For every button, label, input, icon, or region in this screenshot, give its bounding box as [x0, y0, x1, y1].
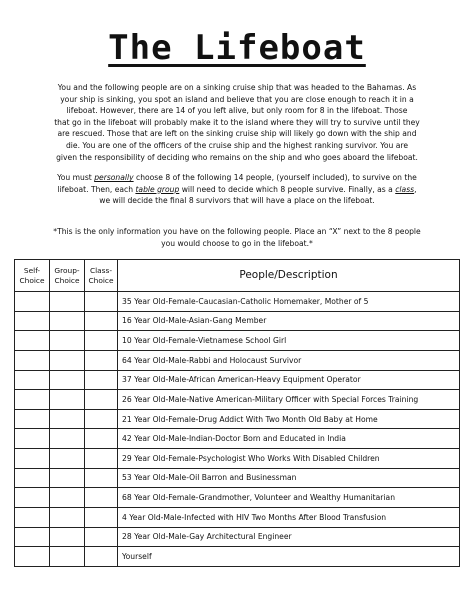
intro-line: die. You are one of the officers of the cruise ship and the highest ranking survivor. You are — [65, 140, 409, 150]
group-choice-box[interactable] — [50, 488, 85, 508]
group-choice-box[interactable] — [50, 468, 85, 488]
text-run: choose 8 of the following 14 people, (yourself included), to survive on the — [133, 173, 417, 183]
header-self-label: Self- Choice — [19, 266, 45, 285]
class-choice-box[interactable] — [85, 311, 118, 331]
table-row — [15, 311, 460, 331]
table-row — [15, 350, 460, 370]
self-choice-box[interactable] — [15, 331, 50, 351]
table-row — [15, 507, 460, 527]
emphasis-class: class — [395, 184, 415, 194]
class-choice-box[interactable] — [85, 527, 118, 547]
table-row — [15, 390, 460, 410]
table-row — [15, 370, 460, 390]
self-choice-box[interactable] — [15, 547, 50, 567]
table-row — [15, 468, 460, 488]
group-choice-box[interactable] — [50, 547, 85, 567]
intro-line — [26, 172, 448, 184]
table-row — [15, 488, 460, 508]
page-title-text: The Lifeboat — [108, 28, 366, 68]
class-choice-box[interactable] — [85, 488, 118, 508]
class-choice-box[interactable] — [85, 468, 118, 488]
group-choice-box[interactable] — [50, 507, 85, 527]
group-choice-box[interactable] — [50, 350, 85, 370]
class-choice-box[interactable] — [85, 547, 118, 567]
group-choice-box[interactable] — [50, 449, 85, 469]
group-choice-box[interactable] — [50, 311, 85, 331]
person-description: 35 Year Old-Female-Caucasian-Catholic Homemaker, Mother of 5 — [118, 292, 460, 312]
intro-text — [26, 82, 448, 216]
person-description: Yourself — [118, 547, 460, 567]
group-choice-box[interactable] — [50, 370, 85, 390]
self-choice-box[interactable] — [15, 370, 50, 390]
table-row — [15, 547, 460, 567]
class-choice-box[interactable] — [85, 292, 118, 312]
intro-line: given the responsibility of deciding who remains on the ship and who goes aboard the lifeboat. — [56, 152, 418, 162]
person-description: 21 Year Old-Female-Drug Addict With Two Month Old Baby at Home — [118, 409, 460, 429]
class-choice-box[interactable] — [85, 350, 118, 370]
class-choice-box[interactable] — [85, 449, 118, 469]
note-line: you would choose to go in the lifeboat.* — [161, 238, 313, 248]
group-choice-box[interactable] — [50, 527, 85, 547]
class-choice-box[interactable] — [85, 429, 118, 449]
table-row — [15, 527, 460, 547]
group-choice-box[interactable] — [50, 409, 85, 429]
person-description: 68 Year Old-Female-Grandmother, Volunteer and Wealthy Humanitarian — [118, 488, 460, 508]
self-choice-box[interactable] — [15, 311, 50, 331]
header-description: People/Description — [118, 260, 460, 292]
table-row — [15, 331, 460, 351]
intro-line: You and the following people are on a sinking cruise ship that was headed to the Bahamas. As — [57, 83, 417, 92]
group-choice-box[interactable] — [50, 390, 85, 410]
group-choice-box[interactable] — [50, 331, 85, 351]
text-run: lifeboat. Then, each — [57, 184, 136, 194]
person-description: 64 Year Old-Male-Rabbi and Holocaust Survivor — [118, 350, 460, 370]
self-choice-box[interactable] — [15, 488, 50, 508]
text-run: , — [414, 184, 417, 194]
table-row — [15, 409, 460, 429]
header-group-label: Group- Choice — [54, 266, 80, 285]
person-description: 37 Year Old-Male-African American-Heavy Equipment Operator — [118, 370, 460, 390]
intro-line: we will decide the final 8 survivors that will have a place on the lifeboat. — [99, 196, 375, 206]
text-run: will need to decide which 8 people survive. Finally, as a — [179, 184, 396, 194]
table-row — [15, 449, 460, 469]
intro-paragraph-1 — [26, 82, 448, 163]
self-choice-box[interactable] — [15, 527, 50, 547]
class-choice-box[interactable] — [85, 370, 118, 390]
page-title — [0, 28, 474, 68]
class-choice-box[interactable] — [85, 331, 118, 351]
class-choice-box[interactable] — [85, 409, 118, 429]
person-description: 10 Year Old-Female-Vietnamese School Girl — [118, 331, 460, 351]
header-class-choice — [85, 260, 118, 292]
person-description: 16 Year Old-Male-Asian-Gang Member — [118, 311, 460, 331]
intro-line: are rescued. Those that are left on the sinking cruise ship will likely go down with the ship and — [57, 129, 417, 139]
table-header-row — [15, 260, 460, 292]
text-run: You must — [57, 173, 95, 183]
intro-line — [26, 184, 448, 196]
emphasis-table-group: table group — [135, 184, 180, 194]
intro-paragraph-2 — [26, 172, 448, 207]
person-description: 26 Year Old-Male-Native American-Military Officer with Special Forces Training — [118, 390, 460, 410]
person-description: 42 Year Old-Male-Indian-Doctor Born and Educated in India — [118, 429, 460, 449]
person-description: 29 Year Old-Female-Psychologist Who Works With Disabled Children — [118, 449, 460, 469]
intro-line: your ship is sinking, you spot an island and believe that you are close enough to reach it in a — [60, 94, 414, 104]
self-choice-box[interactable] — [15, 390, 50, 410]
class-choice-box[interactable] — [85, 507, 118, 527]
choices-table — [14, 259, 460, 567]
person-description: 4 Year Old-Male-Infected with HIV Two Months After Blood Transfusion — [118, 507, 460, 527]
header-class-label: Class- Choice — [88, 266, 114, 285]
group-choice-box[interactable] — [50, 292, 85, 312]
emphasis-personally: personally — [94, 173, 134, 183]
class-choice-box[interactable] — [85, 390, 118, 410]
self-choice-box[interactable] — [15, 429, 50, 449]
intro-line: that go in the lifeboat will probably make it to the island where they will try to survive until they — [54, 117, 420, 127]
self-choice-box[interactable] — [15, 409, 50, 429]
self-choice-box[interactable] — [15, 507, 50, 527]
self-choice-box[interactable] — [15, 449, 50, 469]
person-description: 53 Year Old-Male-Oil Barron and Businessman — [118, 468, 460, 488]
table-row — [15, 429, 460, 449]
header-self-choice — [15, 260, 50, 292]
note-line: *This is the only information you have on the following people. Place an “X” next to the 8 people — [53, 227, 421, 236]
self-choice-box[interactable] — [15, 292, 50, 312]
self-choice-box[interactable] — [15, 350, 50, 370]
group-choice-box[interactable] — [50, 429, 85, 449]
header-group-choice — [50, 260, 85, 292]
self-choice-box[interactable] — [15, 468, 50, 488]
instruction-note — [26, 226, 448, 249]
person-description: 28 Year Old-Male-Gay Architectural Engineer — [118, 527, 460, 547]
table-row — [15, 292, 460, 312]
intro-line: lifeboat. However, there are 14 of you left alive, but only room for 8 in the lifeboat. Those — [66, 106, 408, 116]
